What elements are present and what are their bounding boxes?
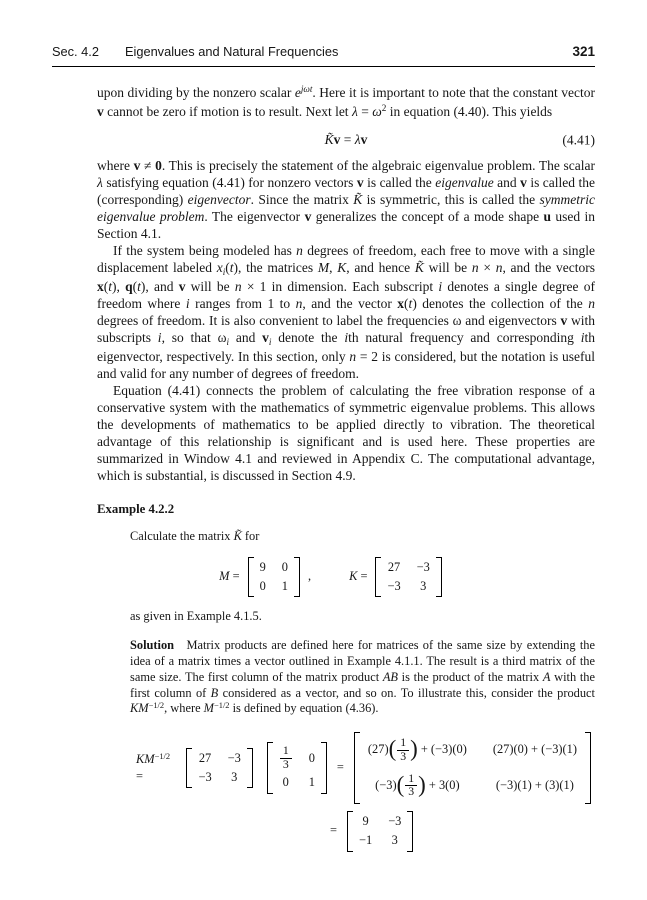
example-body	[130, 529, 595, 852]
matrix-cell: 0	[308, 750, 315, 765]
matrix-bracket-right	[407, 811, 413, 852]
matrix-cell: 9	[259, 559, 266, 574]
matrix-cell: (−3)( $\frac{1}{3}$ ) + 3(0)	[375, 771, 460, 799]
example-4-2-2	[97, 501, 595, 852]
matrix-m	[248, 557, 300, 598]
matrix-k-label: K =	[349, 569, 368, 584]
header-rule	[52, 66, 595, 67]
matrix-cell: −3	[416, 559, 430, 574]
paragraph-3: If the system being modeled has n degrees of freedom, each free to move with a single displacement labeled $x_i(t)$, the matrices M, K, and hence K̃ will be n × n, and the vectors x(t), q(t), and v will be n × 1 in dimension. Each subscript i denotes a single degree of freedom where i ranges from 1 to n, and the vector x(t) denotes the collection of the n degrees of freedom. It is also convenient to label the frequencies ω and eigenvectors v with subscripts i, so that $\omega_i$ and $v_i$ denote the ith natural frequency and corresponding ith eigenvector, respectively. In this section, only n = 2 is considered, but the notation is useful and valid for any number of degrees of freedom.	[97, 243, 596, 381]
matrix-bracket-right	[585, 732, 591, 804]
matrix-product-expanded	[354, 732, 591, 804]
matrix-cell: (27)(0) + (−3)(1)	[492, 742, 577, 757]
equation-4-41-body: K̃v = λv	[324, 132, 368, 147]
matrix-k-factor-cells	[192, 748, 246, 789]
comma-separator: ,	[307, 569, 312, 584]
equals-sign: =	[330, 823, 337, 838]
matrix-cell: 1	[281, 578, 288, 593]
matrix-cell: −3	[387, 578, 401, 593]
matrix-bracket-right	[294, 557, 300, 598]
matrix-cell: −1	[359, 832, 373, 847]
equation-4-41-tag: (4.41)	[562, 132, 595, 147]
matrix-definitions-row	[130, 557, 595, 598]
main-text-column	[97, 84, 595, 852]
matrix-result	[347, 811, 413, 852]
matrix-cell: (27)( $\frac{1}{3}$ ) + (−3)(0)	[367, 736, 467, 763]
km-equation-line	[136, 732, 595, 804]
matrix-k-cells	[381, 557, 435, 598]
matrix-bracket-right	[321, 742, 327, 793]
matrix-cell: 1	[308, 774, 315, 789]
matrix-m-cells	[254, 557, 294, 598]
matrix-cell: 27	[198, 750, 212, 765]
matrix-m-inverse-half	[267, 742, 327, 793]
matrix-cell: 0	[281, 559, 288, 574]
equals-sign: =	[336, 760, 344, 775]
running-title: Eigenvalues and Natural Frequencies	[124, 44, 339, 59]
km-result-line	[330, 811, 595, 852]
matrix-cell: 3	[231, 769, 238, 784]
section-label: Sec. 4.2	[52, 44, 99, 59]
matrix-cell: $\frac{1}{3}$	[279, 745, 293, 771]
matrix-cell: 27	[387, 559, 401, 574]
matrix-cell: 9	[362, 814, 369, 829]
matrix-bracket-right	[247, 748, 253, 789]
matrix-cell: 0	[259, 578, 266, 593]
matrix-bracket-right	[436, 557, 442, 598]
paragraph-4: Equation (4.41) connects the problem of calculating the free vibration response of a conservative system with the mathematics of symmetric eigenvalue problems. This allows the developments of mathematics to be applied directly to vibration. The theoretical advantage of this relationship is significant and is used here. These properties are summarized in Window 4.1 and reviewed in Appendix C. The computational advantage, which is substantial, is discussed in Section 4.9.	[97, 383, 595, 483]
matrix-result-cells	[353, 811, 407, 852]
example-given-text: as given in Example 4.1.5.	[130, 609, 262, 624]
matrix-k-factor	[186, 748, 252, 789]
equation-4-41	[97, 131, 595, 148]
km-equation-lhs: $KM^{-1/2}$ =	[136, 750, 171, 783]
matrix-m-inverse-half-cells	[273, 742, 321, 793]
matrix-cell: 0	[282, 774, 289, 789]
solution-paragraph: Solution Matrix products are defined here for matrices of the same size by extending the idea of a matrix times a vector outlined in Example 4.1.1. The result is a third matrix of the same size. The first column of the matrix product AB is the product of the matrix A with the first column of B considered as a vector, and so on. To illustrate this, consider the product $KM^{-1/2}$, where $M^{-1/2}$ is defined by equation (4.36).	[130, 638, 595, 716]
paragraph-2: where v ≠ 0. This is precisely the statement of the algebraic eigenvalue problem. The scalar λ satisfying equation (4.41) for nonzero vectors v is called the eigenvalue and v is called the (corresponding) eigenvector. Since the matrix K̃ is symmetric, this is called the symmetric eigenvalue problem. The eigenvector v generalizes the concept of a mode shape u used in Section 4.1.	[97, 158, 595, 241]
matrix-cell: 3	[391, 832, 398, 847]
example-intro: Calculate the matrix K̃ for	[130, 529, 260, 543]
example-heading: Example 4.2.2	[97, 502, 175, 516]
paragraph-1: upon dividing by the nonzero scalar $e^{j\omega t}$. Here it is important to note that the constant vector v cannot be zero if motion is to result. Next let $\lambda = \omega^2$ in equation (4.40). This yields	[97, 84, 595, 119]
running-head	[52, 44, 595, 59]
matrix-cell: 3	[420, 578, 427, 593]
matrix-cell: −3	[227, 750, 241, 765]
matrix-cell: −3	[388, 814, 402, 829]
matrix-m-label: M =	[219, 569, 240, 584]
matrix-cell: −3	[198, 769, 212, 784]
matrix-product-cells	[360, 732, 585, 804]
matrix-cell: (−3)(1) + (3)(1)	[495, 777, 574, 792]
page-number: 321	[572, 44, 595, 59]
matrix-k	[375, 557, 441, 598]
